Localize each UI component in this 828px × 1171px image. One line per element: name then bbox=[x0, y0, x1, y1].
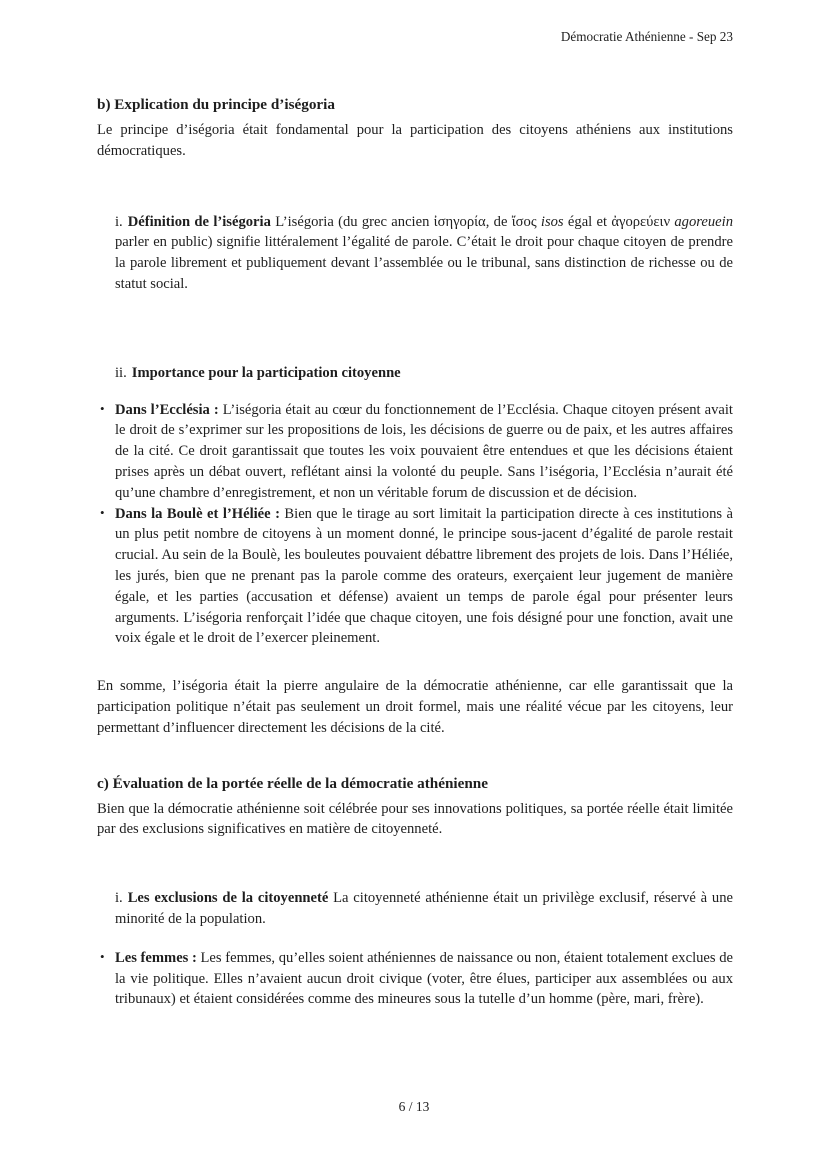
roman-item-text bbox=[115, 890, 733, 927]
bullet-list-exclusions bbox=[97, 948, 733, 1010]
bullet-marker: • bbox=[100, 400, 105, 416]
bullet-item-femmes bbox=[97, 948, 733, 1010]
roman-item-text bbox=[115, 214, 733, 292]
bullet-text bbox=[115, 506, 733, 647]
bullet-marker: • bbox=[100, 948, 105, 964]
page-header bbox=[97, 27, 733, 48]
section-heading-c: c) Évaluation de la portée réelle de la démocratie athénienne bbox=[97, 774, 488, 792]
text-run: Dans la Boulè et l’Héliée : bbox=[115, 505, 280, 522]
text-run: parler en public) signifie littéralement l’égalité de parole. C’était le droit pour chaque citoyen de prendre la parole librement et publiquement devant l’assemblée ou le tribunal, sans distinction de richesse ou de statut social. bbox=[115, 234, 733, 292]
text-run: égal et ἀγορεύειν bbox=[563, 213, 675, 230]
text-run: isos bbox=[540, 213, 564, 230]
roman-item-marker: i. bbox=[115, 213, 123, 230]
roman-item-marker: ii. bbox=[115, 364, 127, 381]
text-run: agoreuein bbox=[674, 213, 733, 230]
text-run: Les exclusions de la citoyenneté bbox=[127, 890, 329, 907]
text-run: La citoyenneté athénienne était un privilège exclusif, réservé à une minorité de la population. bbox=[115, 890, 733, 927]
bullet-item-ecclesia bbox=[97, 400, 733, 504]
text-run: Les femmes : bbox=[115, 949, 197, 966]
header-title: Démocratie Athénienne - Sep 23 bbox=[560, 29, 733, 44]
text-run: L’iségoria (du grec ancien ἰσηγορία, de ἴσος bbox=[270, 213, 541, 230]
text-run: Dans l’Ecclésia : bbox=[115, 401, 219, 418]
paragraph-intro: Le principe d’iségoria était fondamental pour la participation des citoyens athéniens aux institutions démocratiques. bbox=[97, 122, 733, 159]
paragraph-en-somme: En somme, l’iségoria était la pierre angulaire de la démocratie athénienne, car elle garantissait que la participation politique n’était pas seulement un droit formel, mais une réalité vécue par les citoyens, leur permettant d’influencer directement les décisions de la cité. bbox=[97, 678, 733, 736]
page-footer bbox=[0, 1097, 828, 1118]
bullet-text bbox=[115, 950, 733, 1008]
paragraph-c-intro: Bien que la démocratie athénienne soit célébrée pour ses innovations politiques, sa portée réelle était limitée par des exclusions significatives en matière de citoyenneté. bbox=[97, 800, 733, 838]
text-run: Définition de l’iségoria bbox=[127, 213, 271, 230]
roman-item-definition bbox=[115, 212, 733, 295]
roman-item-exclusions bbox=[115, 888, 733, 930]
bullet-text bbox=[115, 402, 733, 501]
text-run: L’iségoria était au cœur du fonctionnement de l’Ecclésia. Chaque citoyen présent avait le droit de s’exprimer sur les propositions de lois, les décisions de guerre ou de paix, et les autres affaires de la cité. Ce droit garantissait que toutes les voix pouvaient être entendues et que les décisions étaient prises après un débat ouvert, reflétant ainsi la volonté du peuple. Sans l’iségoria, l’Ecclésia n’aurait été qu’une chambre d’enregistrement, et non un véritable forum de discussion et de décision. bbox=[115, 401, 733, 501]
section-heading-b: b) Explication du principe d’iségoria bbox=[97, 96, 335, 113]
bullet-item-boule-heliee bbox=[97, 504, 733, 650]
text-run: Bien que le tirage au sort limitait la participation directe à ces institutions à un plus petit nombre de citoyens à un moment donné, le principe sous-jacent d’égalité de parole restait crucial. Au sein de la Boulè, les bouleutes pouvaient débattre librement des projets de lois. Dans l’Héliée, les jurés, bien que ne prenant pas la parole comme des orateurs, exerçaient leur jugement de manière égale, et les parties (accusation et défense) avaient un temps de parole égal pour présenter leurs arguments. L’iségoria renforçait l’idée que chaque citoyen, une fois désigné pour une fonction, avait une voix égale et le droit de l’exercer pleinement. bbox=[115, 505, 733, 647]
text-run: Importance pour la participation citoyenne bbox=[131, 364, 401, 381]
text-run: Les femmes, qu’elles soient athéniennes de naissance ou non, étaient totalement exclues de la vie politique. Elles n’avaient aucun droit civique (voter, être élues, participer aux assemblées ou aux tribunaux) et étaient considérées comme des mineures sous la tutelle d’un homme (père, mari, frère). bbox=[115, 949, 733, 1008]
roman-item-marker: i. bbox=[115, 890, 123, 907]
page-number: 6 / 13 bbox=[398, 1099, 430, 1114]
document-content bbox=[97, 94, 733, 1010]
bullet-marker: • bbox=[100, 504, 105, 520]
bullet-list-importance bbox=[97, 400, 733, 650]
roman-item-importance-heading bbox=[115, 363, 733, 384]
roman-item-text bbox=[132, 365, 401, 381]
